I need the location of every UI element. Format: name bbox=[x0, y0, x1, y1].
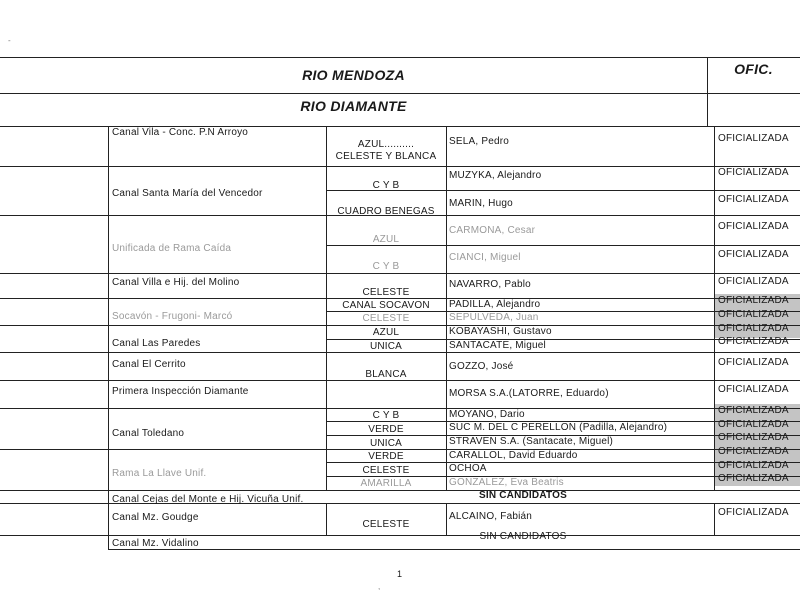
candidate-name: GOZZO, José bbox=[449, 361, 514, 372]
status-text: OFICIALIZADA bbox=[718, 323, 789, 334]
table-rule bbox=[0, 273, 800, 274]
canal-name: Rama La Llave Unif. bbox=[112, 468, 207, 479]
canal-name: Socavón - Frugoni- Marcó bbox=[112, 311, 233, 322]
candidate-name: OCHOA bbox=[449, 463, 487, 474]
list-color: C Y B bbox=[372, 261, 400, 272]
candidate-name: STRAVEN S.A. (Santacate, Miguel) bbox=[449, 436, 614, 447]
canal-name: Canal Santa María del Vencedor bbox=[112, 188, 263, 199]
candidate-name: GONZALEZ, Eva Beatris bbox=[449, 477, 564, 488]
candidate-name: CARALLOL, David Eduardo bbox=[449, 450, 578, 461]
list-color: CELESTE bbox=[362, 313, 410, 324]
table-rule bbox=[0, 535, 800, 536]
status-text: OFICIALIZADA bbox=[718, 419, 789, 430]
canal-name: Unificada de Rama Caída bbox=[112, 243, 232, 254]
table-rule bbox=[446, 126, 447, 490]
status-text: OFICIALIZADA bbox=[718, 133, 789, 144]
table-rule bbox=[0, 380, 800, 381]
candidate-name: NAVARRO, Pablo bbox=[449, 279, 531, 290]
table-rule bbox=[714, 503, 715, 535]
status-text: OFICIALIZADA bbox=[718, 249, 789, 260]
canal-name: Primera Inspección Diamante bbox=[112, 386, 249, 397]
table-rule bbox=[0, 166, 800, 167]
status-text: OFICIALIZADA bbox=[718, 309, 789, 320]
candidate-name: PADILLA, Alejandro bbox=[449, 299, 541, 310]
list-color: C Y B bbox=[372, 410, 400, 421]
status-text: OFICIALIZADA bbox=[718, 460, 789, 471]
table-rule bbox=[0, 352, 800, 353]
status-text: OFICIALIZADA bbox=[718, 432, 789, 443]
table-rule bbox=[714, 126, 715, 490]
list-color: CELESTE Y BLANCA bbox=[335, 151, 437, 162]
list-color: VERDE bbox=[368, 424, 404, 435]
candidate-name: ALCAINO, Fabián bbox=[449, 511, 533, 522]
table-rule bbox=[108, 126, 109, 549]
scan-mark: , bbox=[378, 582, 381, 591]
candidate-name: MOYANO, Dario bbox=[449, 409, 525, 420]
table-rule bbox=[0, 449, 800, 450]
canal-name: Canal El Cerrito bbox=[112, 359, 186, 370]
table-rule bbox=[0, 57, 800, 58]
table-rule bbox=[0, 325, 800, 326]
table-rule bbox=[0, 93, 800, 94]
canal-name: Canal Las Paredes bbox=[112, 338, 201, 349]
canal-name: Canal Toledano bbox=[112, 428, 185, 439]
list-color: UNICA bbox=[369, 438, 403, 449]
candidate-name: MORSA S.A.(LATORRE, Eduardo) bbox=[449, 388, 609, 399]
list-color: CELESTE bbox=[362, 465, 410, 476]
status-text: OFICIALIZADA bbox=[718, 194, 789, 205]
status-text: OFICIALIZADA bbox=[718, 336, 789, 347]
canal-name: Canal Mz. Vidalino bbox=[112, 538, 199, 549]
status-text: OFICIALIZADA bbox=[718, 221, 789, 232]
list-color: UNICA bbox=[369, 341, 403, 352]
region-header: RIO MENDOZA bbox=[302, 67, 405, 83]
candidate-name: SANTACATE, Miguel bbox=[449, 340, 546, 351]
list-color: BLANCA bbox=[365, 369, 407, 380]
canal-name: Canal Vila - Conc. P.N Arroyo bbox=[112, 127, 249, 138]
list-color: AZUL.......... bbox=[357, 139, 415, 150]
candidate-name: MUZYKA, Alejandro bbox=[449, 170, 542, 181]
canal-name: Canal Villa e Hij. del Molino bbox=[112, 277, 240, 288]
status-text: OFICIALIZADA bbox=[718, 357, 789, 368]
list-color: CELESTE bbox=[362, 519, 410, 530]
candidate-name: MARIN, Hugo bbox=[449, 198, 513, 209]
table-rule bbox=[0, 490, 800, 491]
status-text: OFICIALIZADA bbox=[718, 405, 789, 416]
candidate-name: CIANCI, Miguel bbox=[449, 252, 521, 263]
table-rule bbox=[326, 245, 800, 246]
candidate-name: SEPULVEDA, Juan bbox=[449, 312, 539, 323]
status-text: OFICIALIZADA bbox=[718, 295, 789, 306]
status-text: OFICIALIZADA bbox=[718, 446, 789, 457]
list-color: CUADRO BENEGAS bbox=[337, 206, 435, 217]
candidate-name: SELA, Pedro bbox=[449, 136, 510, 147]
status-text: OFICIALIZADA bbox=[718, 276, 789, 287]
status-text: OFICIALIZADA bbox=[718, 167, 789, 178]
list-color: AMARILLA bbox=[360, 478, 412, 489]
no-candidates-label: SIN CANDIDATOS bbox=[479, 490, 567, 501]
table-rule bbox=[0, 408, 800, 409]
list-color: CANAL SOCAVON bbox=[342, 300, 430, 311]
list-color: AZUL bbox=[372, 327, 400, 338]
page-number: 1 bbox=[397, 569, 403, 579]
status-column-header: OFIC. bbox=[734, 61, 773, 77]
candidate-name: KOBAYASHI, Gustavo bbox=[449, 326, 552, 337]
candidate-name: CARMONA, Cesar bbox=[449, 225, 536, 236]
status-text: OFICIALIZADA bbox=[718, 473, 789, 484]
no-candidates-label: SIN CANDIDATOS bbox=[479, 531, 567, 542]
list-color: CELESTE bbox=[362, 287, 410, 298]
candidate-name: SUC M. DEL C PERELLON (Padilla, Alejandro) bbox=[449, 422, 668, 433]
table-rule bbox=[108, 549, 800, 550]
list-color: VERDE bbox=[368, 451, 404, 462]
table-rule bbox=[0, 298, 800, 299]
canal-name: Canal Cejas del Monte e Hij. Vicuña Unif. bbox=[112, 494, 304, 505]
section-header: RIO DIAMANTE bbox=[300, 98, 407, 114]
canal-name: Canal Mz. Goudge bbox=[112, 512, 199, 523]
list-color: C Y B bbox=[372, 180, 400, 191]
list-color: AZUL bbox=[372, 234, 400, 245]
status-text: OFICIALIZADA bbox=[718, 384, 789, 395]
status-text: OFICIALIZADA bbox=[718, 507, 789, 518]
scan-mark: - bbox=[8, 36, 11, 45]
